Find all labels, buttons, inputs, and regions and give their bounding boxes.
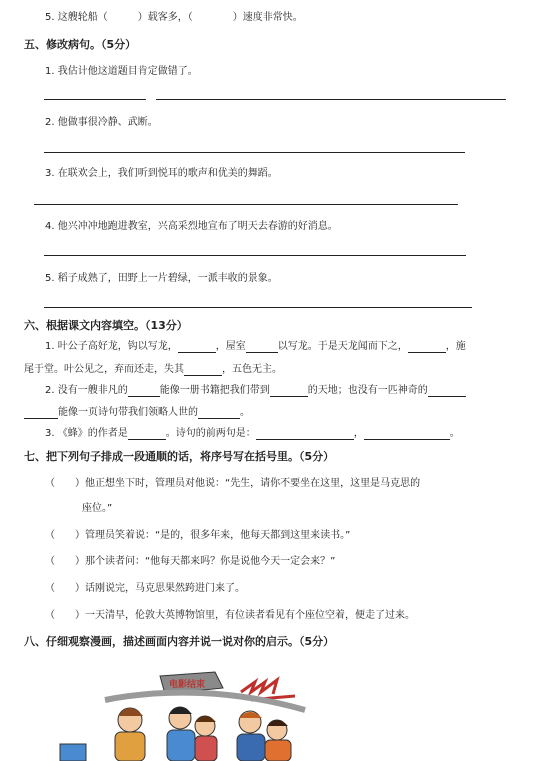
answer-line[interactable] [156, 99, 506, 100]
section-7-title: 七、把下列句子排成一段通顺的话，将序号写在括号里。（5分） [24, 450, 335, 463]
q5-num: 5. [45, 12, 55, 23]
sec5-item-5: 5. 稻子成熟了，田野上一片碧绿，一派丰收的景象。 [45, 273, 278, 284]
q3-text: 3. 《蜂》的作者是 [45, 428, 128, 439]
sec6-q1-line1 [45, 341, 466, 353]
answer-line[interactable] [34, 204, 458, 205]
section-5-title: 五、修改病句。（5分） [24, 38, 137, 51]
blank[interactable] [178, 342, 216, 353]
section-8-title: 八、仔细观察漫画，描述画面内容并说一说对你的启示。（5分） [24, 635, 335, 648]
sec7-item-5: （ ）一天清早，伦敦大英博物馆里，有位读者看见有个座位空着，便走了过来。 [45, 610, 415, 621]
blank[interactable] [184, 365, 222, 376]
answer-line[interactable] [44, 99, 146, 100]
sec7-item-2: （ ）管理员笑着说：“是的，很多年来，他每天都到这里来读书。” [45, 530, 351, 541]
sec7-item-3: （ ）那个读者问：“他每天都来吗？你是说他今天一定会来？” [45, 556, 336, 567]
q5-text-b: ）载客多，（ [137, 12, 193, 23]
sec6-q2-line2 [24, 407, 250, 419]
section-6-title: 六、根据课文内容填空。（13分） [24, 319, 188, 332]
q2-text: 能像一册书籍把我们带到 [159, 385, 270, 396]
sec6-q2-line1 [45, 385, 466, 397]
sec6-q1-line2 [24, 364, 282, 376]
sec7-item-1-cont: 座位。” [82, 503, 113, 514]
sec5-item-1: 1. 我估计他这道题目肯定做错了。 [45, 66, 198, 77]
blank[interactable] [246, 342, 278, 353]
sec6-q3 [45, 428, 460, 440]
blank[interactable] [128, 429, 166, 440]
q1-text: ，屋室 [215, 341, 246, 352]
q1-text: ，施 [445, 341, 466, 352]
answer-line[interactable] [44, 255, 466, 256]
q1-text: 以写龙。于是天龙闻而下之， [277, 341, 408, 352]
q5-text-a: 这艘轮船（ [57, 12, 108, 23]
answer-line[interactable] [44, 152, 465, 153]
blank[interactable] [24, 408, 58, 419]
q2-text: 能像一页诗句带我们领略人世的 [58, 407, 198, 418]
blank[interactable] [128, 386, 160, 397]
cartoon-illustration [55, 670, 335, 761]
q1-text: 尾于堂。叶公见之，弃而还走，失其 [24, 364, 184, 375]
sec7-item-1: （ ）他正想坐下时，管理员对他说：“先生，请你不要坐在这里，这里是马克思的 [45, 478, 421, 489]
sec5-item-3: 3. 在联欢会上，我们听到悦耳的歌声和优美的舞蹈。 [45, 168, 278, 179]
q2-text: 。 [240, 407, 250, 418]
sec5-item-2: 2. 他做事很冷静、武断。 [45, 117, 158, 128]
blank[interactable] [364, 429, 450, 440]
blank[interactable] [408, 342, 446, 353]
q2-text: 2. 没有一艘非凡的 [45, 385, 128, 396]
answer-line[interactable] [44, 307, 472, 308]
sec7-item-4: （ ）话刚说完，马克思果然跨进门来了。 [45, 583, 245, 594]
q1-text: ，五色无主。 [222, 364, 282, 375]
q3-text: ， [353, 428, 364, 439]
blank[interactable] [270, 386, 308, 397]
blank[interactable] [256, 429, 354, 440]
blank[interactable] [198, 408, 240, 419]
sec5-item-4: 4. 他兴冲冲地跑进教室，兴高采烈地宣布了明天去春游的好消息。 [45, 221, 338, 232]
q3-text: 。 [449, 428, 460, 439]
blank[interactable] [428, 386, 466, 397]
q2-text: 的天地；也没有一匹神奇的 [307, 385, 428, 396]
people-crowd [60, 707, 291, 761]
q1-text: 1. 叶公子高好龙，钩以写龙， [45, 341, 178, 352]
q3-text: 。诗句的前两句是： [165, 428, 256, 439]
q5-text-c: ）速度非常快。 [232, 12, 303, 23]
q5-line [45, 12, 303, 24]
sign-text: 电影结束 [169, 680, 206, 690]
